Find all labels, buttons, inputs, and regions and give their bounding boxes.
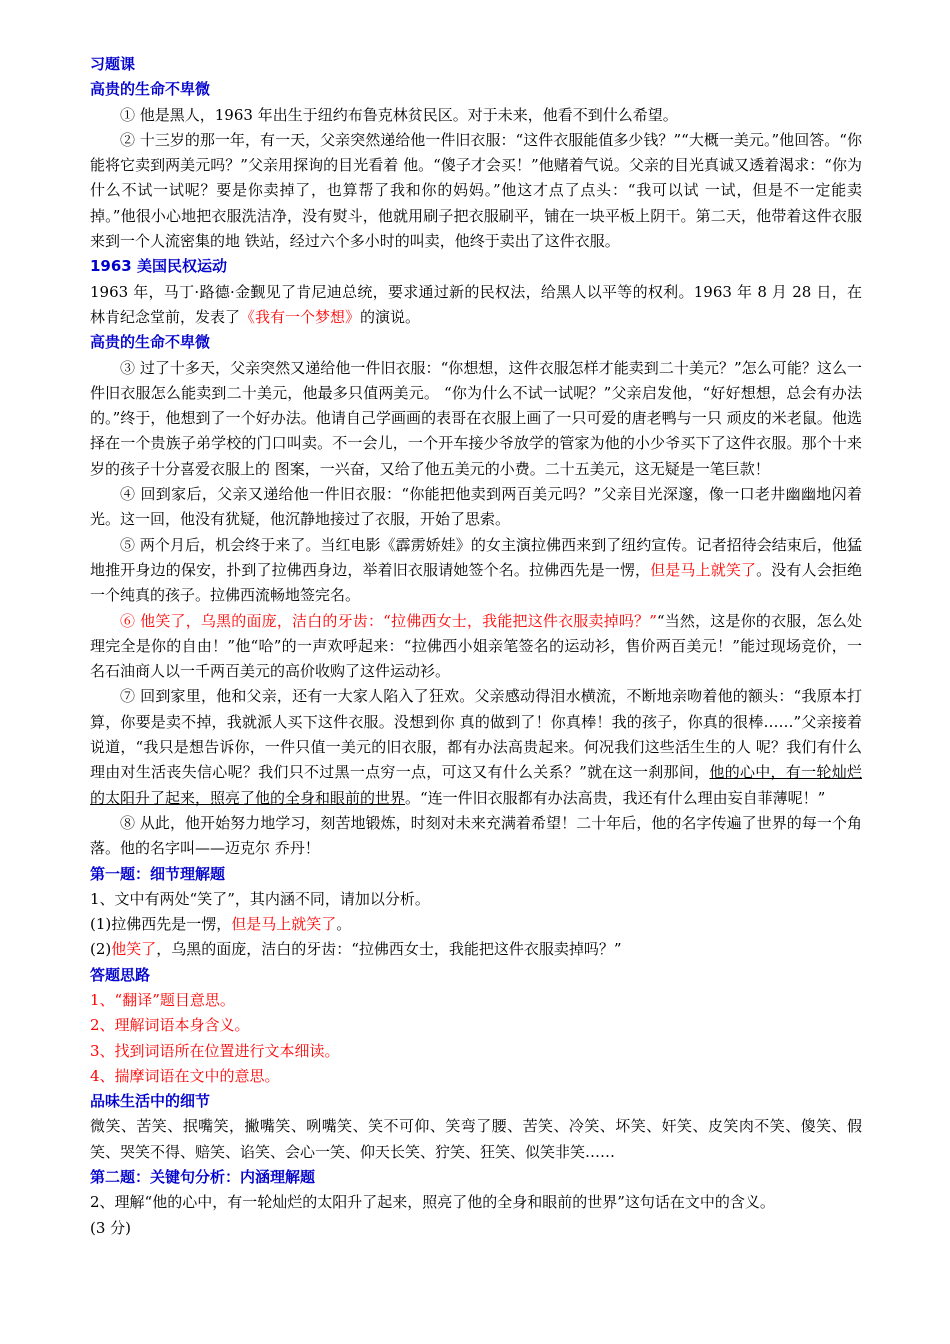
story-paragraph-1: ① 他是黑人，1963 年出生于纽约布鲁克林贫民区。对于未来，他看不到什么希望。: [120, 105, 678, 124]
para7-text-a: ⑦ 回到家里，他和父亲，还有一大家人陷入了狂欢。父亲感动得泪水横流，不断地亲吻着他的额头：“我原本打算，你要是卖不掉，我就派人买下这件衣服。没想到你 真的做到了！你真棒！我的孩子，你真的很棒……”父亲接着说道，“我只是想告诉你，一件只值一美元的旧衣服，都有办法高贵起来。何况我们这些活生生的人 呢？我们有什么理由对生活丧失信心呢？我们只不过黑一点穷一点，可这又有什么关系？”就在这一刹那间，: [90, 687, 862, 782]
para6-text: “当然，这是你的衣服，怎么处理完全是你的自由！”他“哈”的一声欢呼起来：“拉佛西小姐亲笔签名的运动衫，售价两百美元！”能过现场竞价，一名石油商人以一千两百美元的高价收购了这件运动衫。: [90, 611, 863, 681]
story-paragraph-8: ⑧ 从此，他开始努力地学习，刻苦地锻炼，时刻对未来充满着希望！二十年后，他的名字传遍了世界的每一个角落。他的名字叫——迈克尔 乔丹！: [90, 813, 862, 858]
para7-key-sentence: 他的心中，有一轮灿烂的太阳升了起来，照亮了他的全身和眼前的世界: [90, 763, 862, 807]
question-2-points: (3 分): [90, 1218, 132, 1237]
para5-highlight: 但是马上就笑了: [650, 560, 757, 579]
q1-item1-text-a: (1)拉佛西先是一愣，: [90, 915, 232, 934]
q1-item1-highlight: 但是马上就笑了: [231, 915, 337, 934]
question-1-item-1: [90, 912, 862, 937]
story-paragraph-3: ③ 过了十多天，父亲突然又递给他一件旧衣服：“你想想，这件衣服怎样才能卖到二十美元？”怎么可能？这么一件旧衣服怎么能卖到二十美元，他最多只值两美元。 “你为什么不试一试呢？”父亲启发他，“好好想想，总会有办法的。”终于，他想到了一个好办法。他请自己学画画的表哥在衣服上画了一只可爱的唐老鸭与一只 顽皮的米老鼠。他选择在一个贵族子弟学校的门口叫卖。不一会儿，一个开车接少爷放学的管家为他的小少爷买下了这件衣服。那个十来岁的孩子十分喜爱衣服上的 图案，一兴奋，又给了他五美元的小费。二十五美元，这无疑是一笔巨款！: [90, 358, 862, 478]
civil-rights-heading: 1963 美国民权运动: [90, 257, 227, 276]
civil-rights-paragraph: [90, 280, 862, 331]
question-1-heading: 第一题：细节理解题: [90, 864, 226, 883]
method-step: 2、理解词语本身含义。: [90, 1016, 250, 1035]
story-paragraph-6: [90, 609, 862, 685]
civil-rights-text-b: 的演说。: [360, 307, 421, 326]
story-paragraph-2: ② 十三岁的那一年，有一天，父亲突然递给他一件旧衣服：“这件衣服能值多少钱？”“大概一美元。”他回答。“你能将它卖到两美元吗？”父亲用探询的目光看着 他。“傻子才会买！”他赌着气说。父亲的目光真诚又透着渴求：“你为什么不试一试呢？要是你卖掉了，也算帮了我和你的妈妈。”他这才点了点头：“我可以试 一试，但是不一定能卖掉。”他很小心地把衣服洗洁净，没有熨斗，他就用刷子把衣服刷平，铺在一块平板上阴干。第二天，他带着这件衣服来到一个人流密集的地 铁站，经过六个多小时的叫卖，他终于卖出了这件衣服。: [90, 130, 862, 251]
q1-item1-text-b: 。: [336, 915, 352, 934]
lesson-heading: 习题课: [90, 55, 136, 73]
para7-text-b: 。“连一件旧衣服都有办法高贵，我还有什么理由妄自菲薄呢！”: [405, 788, 826, 807]
method-step: 1、“翻译”题目意思。: [90, 990, 235, 1009]
method-heading: 答题思路: [90, 965, 151, 984]
question-2-heading: 第二题：关键句分析：内涵理解题: [90, 1168, 316, 1187]
details-text: 微笑、苦笑、抿嘴笑，撇嘴笑、咧嘴笑、笑不可仰、笑弯了腰、苦笑、冷笑、坏笑、奸笑、皮笑肉不笑、傻笑、假笑、哭笑不得、赔笑、谄笑、会心一笑、仰天长笑、狞笑、狂笑、似笑非笑……: [90, 1117, 862, 1161]
para5-text-a: ⑤ 两个月后，机会终于来了。当红电影《霹雳娇娃》的女主演拉佛西来到了纽约宣传。记者招待会结束后，他猛地推开身边的保安，扑到了拉佛西身边，举着旧衣服请她签个名。拉佛西先是一愣，: [90, 535, 862, 579]
q1-item2-prefix: (2): [90, 940, 112, 959]
story-paragraph-4: ④ 回到家后，父亲又递给他一件旧衣服：“你能把他卖到两百美元吗？”父亲目光深邃，像一口老井幽幽地闪着光。这一回，他没有犹疑，他沉静地接过了衣服，开始了思索。: [90, 485, 862, 529]
method-step: 4、揣摩词语在文中的意思。: [90, 1066, 280, 1085]
story-heading: 高贵的生命不卑微: [90, 80, 211, 99]
dream-speech-title: 《我有一个梦想》: [240, 307, 361, 326]
para5-text-b: 。没有人会拒绝一个纯真的孩子。拉佛西流畅地签完名。: [90, 560, 862, 605]
details-heading: 品味生活中的细节: [90, 1092, 211, 1111]
question-1-item-2: [90, 937, 862, 962]
story-heading-2: 高贵的生命不卑微: [90, 333, 211, 352]
method-step: 3、找到词语所在位置进行文本细读。: [90, 1041, 340, 1060]
q1-item2-highlight: 他笑了: [111, 940, 157, 959]
story-paragraph-5: [90, 533, 862, 609]
para6-highlight: ⑥ 他笑了，乌黑的面庞，洁白的牙齿：“拉佛西女士，我能把这件衣服卖掉吗？”: [120, 611, 657, 630]
story-paragraph-7: [90, 684, 862, 810]
question-2-text: 2、理解“他的心中，有一轮灿烂的太阳升了起来，照亮了他的全身和眼前的世界”这句话在文中的含义。: [90, 1193, 775, 1212]
q1-item2-text: ，乌黑的面庞，洁白的牙齿：“拉佛西女士，我能把这件衣服卖掉吗？”: [156, 940, 622, 959]
question-1-text: 1、文中有两处“笑了”，其内涵不同，请加以分析。: [90, 889, 430, 908]
civil-rights-text-a: 1963 年，马丁·路德·金觐见了肯尼迪总统，要求通过新的民权法，给黑人以平等的权利。1963 年 8 月 28 日，在林肯纪念堂前，发表了: [90, 282, 862, 326]
document-page: [90, 52, 862, 1241]
